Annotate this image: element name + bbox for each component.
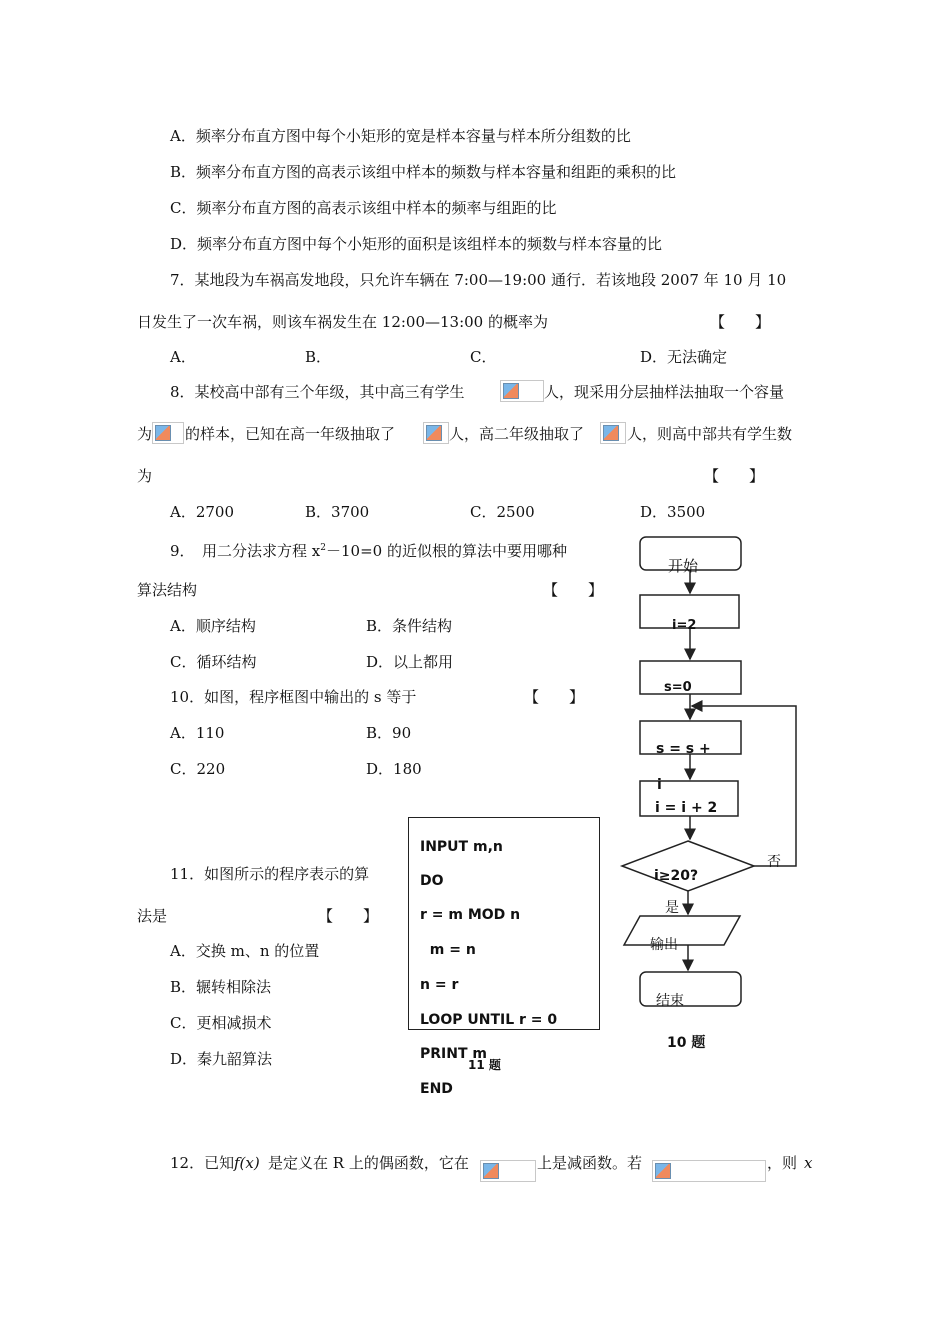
q9-option-a: A．顺序结构 [170,617,256,635]
q6-option-c: C．频率分布直方图的高表示该组中样本的频率与组距的比 [170,199,557,217]
q9-stem-line2: 算法结构 [137,581,198,599]
flowchart-yes-label: 是 [665,900,679,916]
q9-superscript: 2 [320,543,327,553]
q8-stem-line2c: 人，高二年级抽取了 [449,425,585,443]
program-line-3: r = m MOD n [420,907,521,923]
q10-answer-bracket: 【 】 [524,688,585,706]
q6-option-a: A．频率分布直方图中每个小矩形的宽是样本容量与样本所分组数的比 [170,127,631,145]
q6-option-d: D．频率分布直方图中每个小矩形的面积是该组样本的频数与样本容量的比 [170,235,663,253]
flowchart-end-label: 结束 [656,993,684,1009]
q8-stem-line1a: 8．某校高中部有三个年级，其中高三有学生 [170,383,465,401]
program-line-1: INPUT m,n [420,839,503,855]
flowchart-condition-label: i≥20? [654,868,699,884]
q8-option-d: D．3500 [640,503,706,521]
flowchart-output-box [624,916,740,945]
q11-stem-line2: 法是 [137,907,168,925]
flowchart-update-i-label: i = i + 2 [655,800,718,816]
q8-stem-line2a: 为 [137,425,153,443]
q10-option-c: C．220 [170,760,226,778]
q9-answer-bracket: 【 】 [543,581,604,599]
program-line-4: m = n [420,942,476,958]
q9-stem-part1: 9． 用二分法求方程 x [170,542,321,560]
q9-option-b: B．条件结构 [366,617,453,635]
program-line-2: DO [420,873,444,889]
q12-stem-part1: 12．已知 [170,1154,235,1172]
q12-variable-x: x [804,1154,813,1172]
q10-option-d: D．180 [366,760,422,778]
program-line-5: n = r [420,977,459,993]
q6-option-b: B．频率分布直方图的高表示该组中样本的频数与样本容量和组距的乘积的比 [170,163,677,181]
program-caption: 11 题 [468,1058,501,1072]
q8-option-a: A．2700 [170,503,235,521]
q8-answer-bracket: 【 】 [704,467,765,485]
flowchart-caption: 10 题 [667,1035,706,1051]
q8-stem-line2d: 人，则高中部共有学生数 [627,425,793,443]
q7-option-c: C． [470,348,497,366]
flowchart-update-s-label-1: s = s + [656,741,711,757]
q7-option-a: A． [170,348,196,366]
q7-stem-line1: 7．某地段为车祸高发地段，只允许车辆在 7:00—19:00 通行．若该地段 2007 年 10 月 10 [170,271,787,289]
program-line-7: PRINT m [420,1046,487,1062]
flowchart-update-s-label-2: i [657,777,662,793]
image-placeholder-icon [483,1163,499,1179]
formula-image [480,1160,536,1182]
q10-option-a: A．110 [170,724,225,742]
q7-option-d: D．无法确定 [640,348,728,366]
q8-stem-line1b: 人，现采用分层抽样法抽取一个容量 [544,383,785,401]
q11-option-a: A．交换 m、n 的位置 [170,942,320,960]
q11-answer-bracket: 【 】 [318,907,379,925]
q7-option-b: B． [305,348,332,366]
q9-stem-part2: －10=0 的近似根的算法中要用哪种 [326,542,567,560]
q9-option-c: C．循环结构 [170,653,257,671]
q8-stem-line3: 为 [137,467,153,485]
program-line-6: LOOP UNTIL r = 0 [420,1012,558,1028]
q10-stem: 10．如图，程序框图中输出的 s 等于 [170,688,417,706]
flowchart-init-s-label: s=0 [664,680,692,695]
flowchart-start-label: 开始 [668,557,699,575]
flowchart-init-i-label: i=2 [672,618,697,633]
q11-stem-line1: 11．如图所示的程序表示的算 [170,865,370,883]
q10-option-b: B．90 [366,724,412,742]
q8-stem-line2b: 的样本，已知在高一年级抽取了 [185,425,396,443]
q11-option-d: D．秦九韶算法 [170,1050,273,1068]
q12-stem-part3: 上是减函数。若 [537,1154,643,1172]
q11-option-c: C．更相减损术 [170,1014,272,1032]
flowchart-no-label: 否 [767,854,781,870]
q12-function-fx: f(x) [234,1154,260,1172]
q8-option-b: B．3700 [305,503,370,521]
image-placeholder-icon [655,1163,671,1179]
program-line-8: END [420,1081,453,1097]
q12-stem-part2: 是定义在 R 上的偶函数，它在 [268,1154,469,1172]
flowchart-output-label: 输出 [650,937,678,953]
q9-option-d: D．以上都用 [366,653,454,671]
formula-image [652,1160,766,1182]
q11-option-b: B．辗转相除法 [170,978,272,996]
q8-option-c: C．2500 [470,503,535,521]
q12-stem-part4: ，则 [767,1154,798,1172]
q7-stem-line2: 日发生了一次车祸，则该车祸发生在 12:00—13:00 的概率为 [137,313,548,331]
q7-answer-bracket: 【 】 [710,313,771,331]
